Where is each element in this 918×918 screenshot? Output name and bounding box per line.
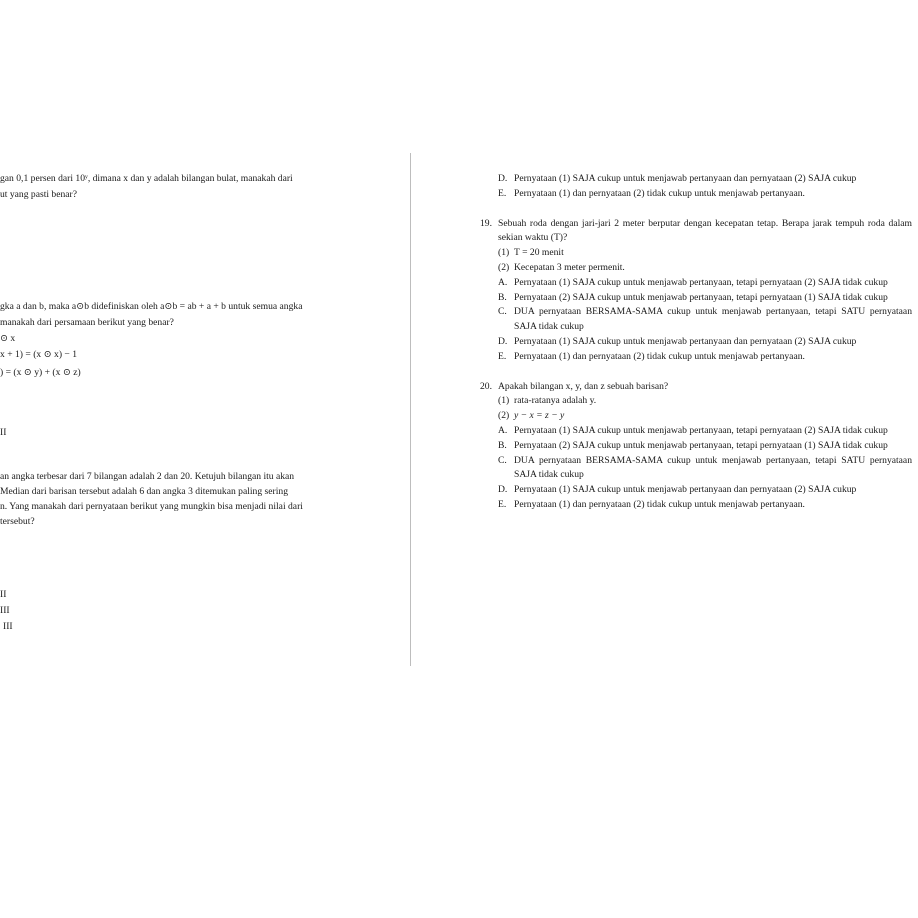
option-label: C.: [498, 454, 507, 466]
statement-label: (1): [498, 247, 510, 259]
q19-option-b: [480, 291, 912, 306]
q19-left-fragment-3: III: [3, 621, 13, 632]
option-text: Pernyataan (1) SAJA cukup untuk menjawab pertanyaan dan pernyataan (2) SAJA cukup: [514, 484, 857, 496]
option-text: DUA pernyataan BERSAMA-SAMA cukup untuk menjawab pertanyaan, tetapi SATU pernyataan SAJA tidak cukup: [514, 306, 912, 333]
question-text: Apakah bilangan x, y, dan z sebuah barisan?: [498, 380, 669, 392]
q20-option-c: [480, 454, 912, 484]
q19-option-d: [480, 335, 912, 350]
q20-option-b: [480, 439, 912, 454]
q18-option-3: ) = (x ⊙ y) + (x ⊙ z): [0, 367, 81, 378]
right-column: [480, 172, 912, 513]
question-text: Sebuah roda dengan jari-jari 2 meter berputar dengan kecepatan tetap. Berapa jarak tempuh roda dalam sekian waktu (T)?: [498, 217, 912, 244]
option-label: A.: [498, 276, 508, 288]
option-text: Pernyataan (2) SAJA cukup untuk menjawab pertanyaan, tetapi pernyataan (1) SAJA tidak cukup: [514, 439, 888, 451]
q20-option-d: [480, 483, 912, 498]
q17-text-line-2: ut yang pasti benar?: [0, 189, 77, 200]
prev-option-d: [480, 172, 912, 187]
statement-text: Kecepatan 3 meter permenit.: [514, 261, 625, 273]
q19-left-fragment-1: II: [0, 589, 7, 600]
option-label: E.: [498, 498, 507, 510]
q18-text-line-1: gka a dan b, maka a⊙b didefiniskan oleh a⊙b = ab + a + b untuk semua angka: [0, 301, 303, 312]
option-text: Pernyataan (1) SAJA cukup untuk menjawab pertanyaan, tetapi pernyataan (2) SAJA tidak cukup: [514, 276, 888, 288]
q18-option-2: x + 1) = (x ⊙ x) − 1: [0, 349, 78, 360]
q17-text-line-1: gan 0,1 persen dari 10ʸ, dimana x dan y adalah bilangan bulat, manakah dari: [0, 173, 293, 184]
q19-left-text-line-2: Median dari barisan tersebut adalah 6 dan angka 3 ditemukan paling sering: [0, 486, 288, 497]
q18-option-1: ⊙ x: [0, 333, 16, 344]
option-label: E.: [498, 187, 507, 199]
q19-statement-2: [480, 261, 912, 276]
option-label: D.: [498, 484, 508, 496]
statement-label: (2): [498, 261, 510, 273]
q20-statement-1: [480, 394, 912, 409]
option-text: Pernyataan (1) dan pernyataan (2) tidak cukup untuk menjawab pertanyaan.: [514, 498, 805, 510]
q20-statement-2: [480, 409, 912, 424]
option-text: Pernyataan (1) SAJA cukup untuk menjawab pertanyaan dan pernyataan (2) SAJA cukup: [514, 173, 857, 184]
q19-left-fragment-2: III: [0, 605, 10, 616]
option-text: Pernyataan (1) SAJA cukup untuk menjawab pertanyaan dan pernyataan (2) SAJA cukup: [514, 335, 857, 347]
question-number: 20.: [480, 380, 492, 392]
question-number: 19.: [480, 217, 492, 229]
q19-statement-1: [480, 246, 912, 261]
question-19: [480, 217, 912, 247]
q19-left-text-line-4: tersebut?: [0, 516, 35, 527]
option-text: DUA pernyataan BERSAMA-SAMA cukup untuk menjawab pertanyaan, tetapi SATU pernyataan SAJA tidak cukup: [514, 454, 912, 481]
option-label: B.: [498, 291, 507, 303]
q18-text-line-2: manakah dari persamaan berikut yang benar?: [0, 317, 174, 328]
q19-option-a: [480, 276, 912, 291]
prev-option-e: [480, 187, 912, 202]
q20-option-e: [480, 498, 912, 513]
q18-answer-fragment: II: [0, 427, 7, 438]
q20-option-a: [480, 424, 912, 439]
question-20: [480, 380, 912, 395]
option-label: E.: [498, 350, 507, 362]
option-text: Pernyataan (1) dan pernyataan (2) tidak cukup untuk menjawab pertanyaan.: [514, 350, 805, 362]
option-label: D.: [498, 335, 508, 347]
statement-label: (1): [498, 395, 510, 407]
statement-text: y − x = z − y: [514, 410, 565, 422]
option-text: Pernyataan (1) dan pernyataan (2) tidak cukup untuk menjawab pertanyaan.: [514, 187, 805, 199]
q19-left-text-line-3: n. Yang manakah dari pernyataan berikut yang mungkin bisa menjadi nilai dari: [0, 501, 303, 512]
q19-left-text-line-1: an angka terbesar dari 7 bilangan adalah 2 dan 20. Ketujuh bilangan itu akan: [0, 471, 295, 482]
option-text: Pernyataan (2) SAJA cukup untuk menjawab pertanyaan, tetapi pernyataan (1) SAJA tidak cukup: [514, 291, 888, 303]
option-label: A.: [498, 424, 508, 436]
statement-text: T = 20 menit: [514, 247, 564, 259]
option-label: C.: [498, 306, 507, 318]
option-label: B.: [498, 439, 507, 451]
option-text: Pernyataan (1) SAJA cukup untuk menjawab pertanyaan, tetapi pernyataan (2) SAJA tidak cukup: [514, 424, 888, 436]
statement-text: rata-ratanya adalah y.: [514, 395, 597, 407]
q19-option-e: [480, 350, 912, 365]
q19-option-c: [480, 305, 912, 335]
statement-label: (2): [498, 410, 510, 422]
column-divider: [410, 153, 411, 666]
option-label: D.: [498, 173, 508, 184]
